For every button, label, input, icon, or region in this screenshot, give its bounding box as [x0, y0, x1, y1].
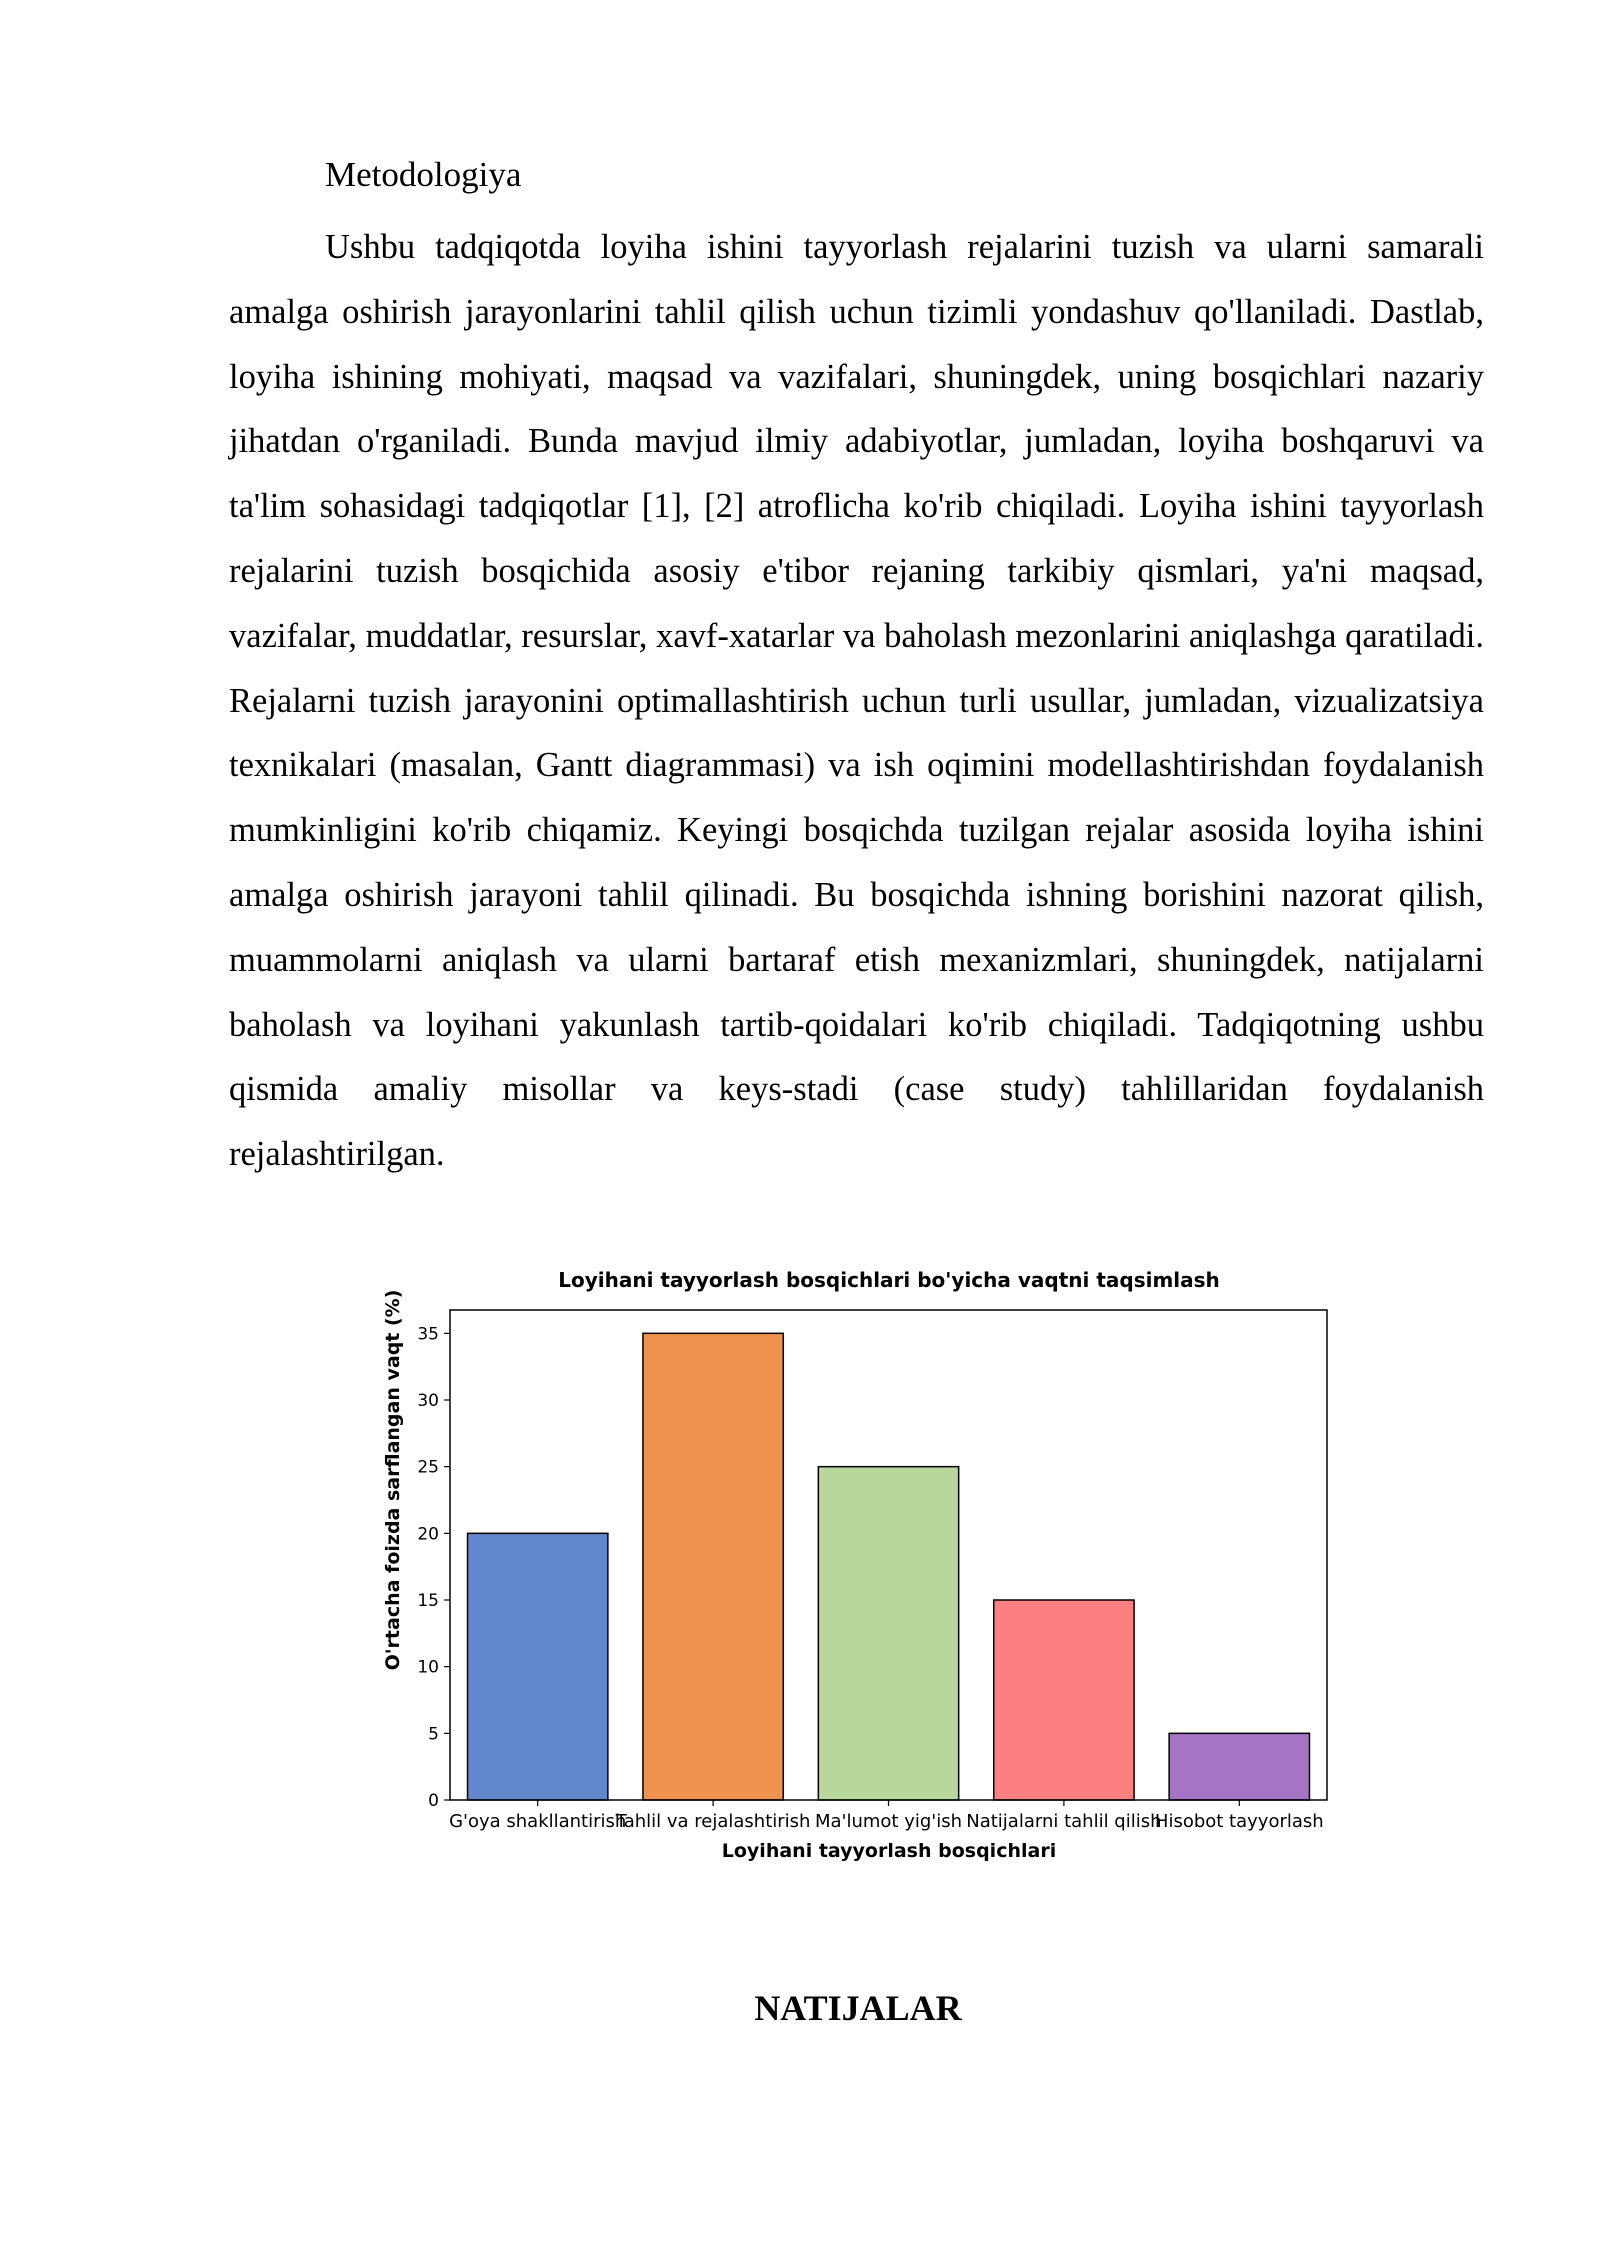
y-tick-label: 20	[417, 1524, 439, 1545]
y-tick-label: 0	[428, 1791, 439, 1811]
y-tick-label: 5	[428, 1724, 439, 1745]
x-tick-label: Tahlil va rejalashtirish	[615, 1811, 811, 1832]
bar-chart	[355, 1255, 1340, 1880]
chart-title: Loyihani tayyorlash bosqichlari bo'yicha vaqtni taqsimlash	[558, 1268, 1220, 1292]
section-heading: Metodologiya	[325, 155, 522, 194]
y-axis	[417, 1324, 450, 1811]
y-tick-label: 15	[417, 1591, 439, 1611]
y-axis-label: O'rtacha foizda sarflangan vaqt (%)	[382, 1289, 404, 1671]
bar-3	[818, 1467, 958, 1800]
bar-chart-figure	[355, 1255, 1340, 1880]
x-axis-label: Loyihani tayyorlash bosqichlari	[721, 1840, 1057, 1862]
x-tick-label: Ma'lumot yig'ish	[814, 1811, 963, 1832]
y-tick-label: 25	[417, 1457, 439, 1478]
bar-1	[468, 1533, 608, 1800]
results-heading: NATIJALAR	[754, 1988, 962, 2028]
x-axis	[449, 1800, 1324, 1832]
y-tick-label: 35	[417, 1324, 439, 1345]
body-paragraph: Ushbu tadqiqotda loyiha ishini tayyorlash rejalarini tuzish va ularni samarali amalga oshirish jarayonlarini tahlil qilish uchun tizimli yondashuv qo'llaniladi. Dastlab, loyiha ishining mohiyati, maqsad va vazifalari, shuningdek, uning bosqichlari nazariy jihatdan o'rganiladi. Bunda mavjud ilmiy adabiyotlar, jumladan, loyiha boshqaruvi va ta'lim sohasidagi tadqiqotlar [1], [2] atroflicha ko'rib chiqiladi. Loyiha ishini tayyorlash rejalarini tuzish bosqichida asosiy e'tibor rejaning tarkibiy qismlari, ya'ni maqsad, vazifalar, muddatlar, resurslar, xavf-xatarlar va baholash mezonlarini aniqlashga qaratiladi. Rejalarni tuzish jarayonini optimallashtirish uchun turli usullar, jumladan, vizualizatsiya texnikalari (masalan, Gantt diagrammasi) va ish oqimini modellashtirishdan foydalanish mumkinligini ko'rib chiqamiz. Keyingi bosqichda tuzilgan rejalar asosida loyiha ishini amalga oshirish jarayoni tahlil qilinadi. Bu bosqichda ishning borishini nazorat qilish, muammolarni aniqlash va ularni bartaraf etish mexanizmlari, shuningdek, natijalarni baholash va loyihani yakunlash tartib-qoidalari ko'rib chiqiladi. Tadqiqotning ushbu qismida amaliy misollar va keys-stadi (case study) tahlillaridan foydalanish rejalashtirilgan.	[229, 228, 1484, 1174]
x-tick-label: Hisobot tayyorlash	[1154, 1811, 1324, 1832]
x-tick-label: Natijalarni tahlil qilish	[966, 1811, 1162, 1832]
y-tick-label: 10	[417, 1657, 439, 1678]
bar-5	[1169, 1733, 1309, 1800]
bar-2	[643, 1333, 783, 1800]
bar-4	[994, 1600, 1134, 1800]
y-tick-label: 30	[417, 1391, 439, 1411]
x-tick-label: G'oya shakllantirish	[449, 1811, 627, 1832]
bars-group	[468, 1333, 1310, 1800]
